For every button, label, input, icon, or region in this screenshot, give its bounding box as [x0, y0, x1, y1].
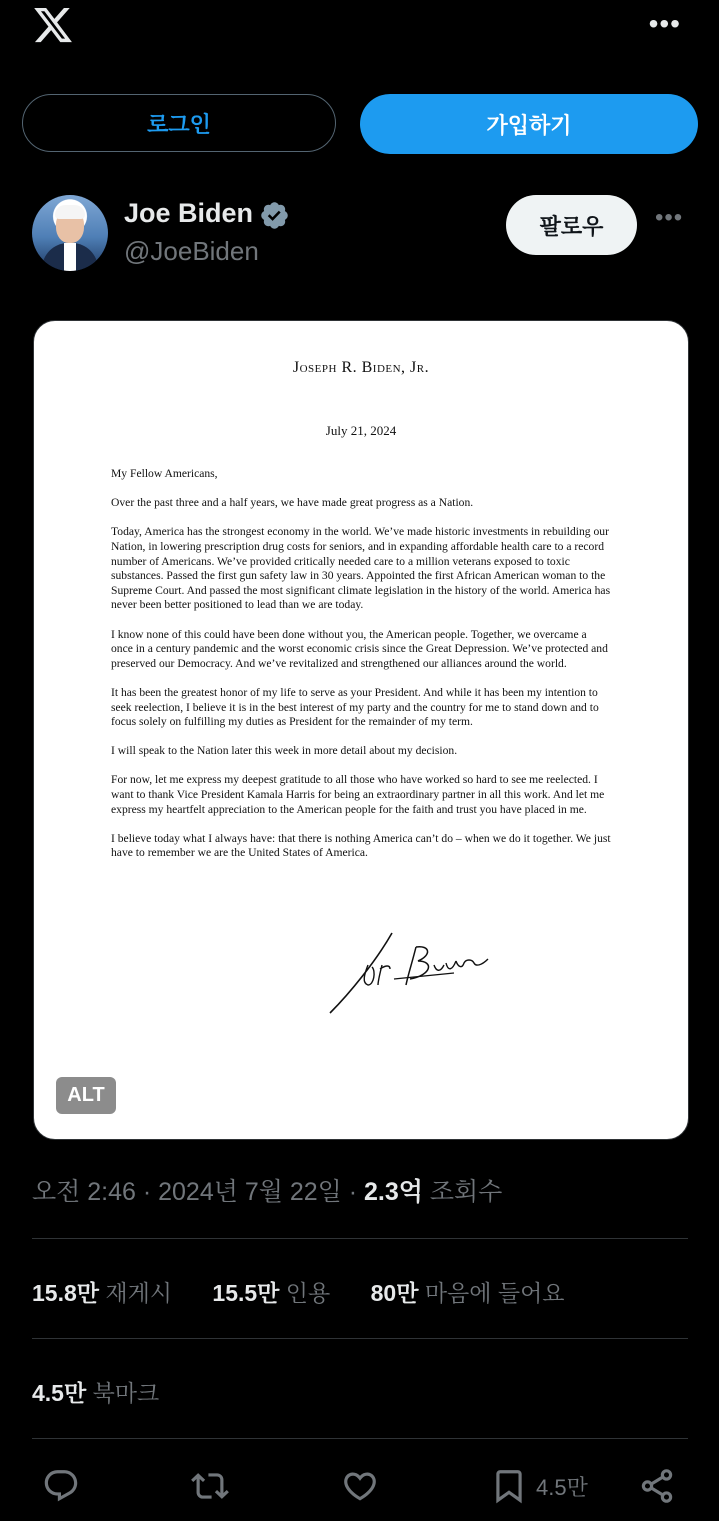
quotes-label: 인용	[285, 1280, 331, 1306]
share-icon	[638, 1467, 676, 1505]
login-button[interactable]: 로그인	[22, 94, 336, 152]
more-horizontal-icon[interactable]: •••	[648, 8, 681, 39]
repost-button[interactable]	[191, 1462, 229, 1510]
likes-stat[interactable]	[371, 1280, 565, 1306]
bookmarks-label: 북마크	[92, 1380, 160, 1406]
meta-separator: ·	[341, 1178, 365, 1206]
views-count: 2.3억	[364, 1178, 423, 1206]
x-logo-icon[interactable]	[30, 4, 76, 46]
likes-label: 마음에 들어요	[424, 1280, 565, 1306]
quotes-count: 15.5만	[212, 1280, 280, 1306]
post-timestamp[interactable]: 오전 2:46 · 2024년 7월 22일	[32, 1178, 342, 1206]
letter-paragraph: I believe today what I always have: that there is nothing America can’t do – when we do it together. We just have to remember we are the United States of America.	[111, 831, 611, 860]
repost-icon	[191, 1467, 229, 1505]
letter-paragraph: Over the past three and a half years, we have made great progress as a Nation.	[111, 496, 474, 510]
letter-paragraph: It has been the greatest honor of my life to serve as your President. And while it has been my intention to seek reelection, I believe it is in the best interest of my party and the country for me to stand down and to focus solely on fulfilling my duties as President for the remainder of my term.	[111, 685, 599, 729]
quotes-stat[interactable]	[212, 1280, 330, 1306]
signup-button[interactable]: 가입하기	[360, 94, 698, 154]
post-more-icon[interactable]: •••	[655, 204, 684, 231]
letterhead: Joseph R. Biden, Jr.	[292, 359, 430, 376]
letter-paragraph: For now, let me express my deepest gratitude to all those who have worked so hard to see me reelected. I want to thank Vice President Kamala Harris for being an extraordinary partner in all this work. And let me express my heartfelt appreciation to the American people for the faith and trust you have placed in me.	[111, 773, 605, 816]
reply-icon	[42, 1467, 80, 1505]
reply-button[interactable]	[42, 1462, 80, 1510]
letter-date: July 21, 2024	[325, 423, 397, 438]
share-button[interactable]	[638, 1462, 676, 1510]
letter-body	[111, 467, 611, 876]
avatar[interactable]	[32, 195, 108, 271]
verified-badge-icon	[259, 200, 290, 231]
divider	[32, 1338, 688, 1339]
views-label: 조회수	[429, 1178, 503, 1206]
bookmark-button[interactable]	[490, 1462, 588, 1510]
letter-document	[34, 321, 688, 1139]
letter-paragraph: My Fellow Americans,	[111, 467, 218, 480]
bookmarks-count: 4.5만	[32, 1380, 87, 1406]
top-bar	[0, 0, 719, 60]
bookmark-count: 4.5만	[536, 1474, 588, 1500]
post-meta	[32, 1172, 502, 1208]
bookmarks-stat	[32, 1380, 159, 1406]
author-name[interactable]: Joe Biden	[124, 198, 254, 228]
follow-button[interactable]: 팔로우	[506, 195, 637, 255]
signature-image	[324, 925, 494, 1017]
author-handle[interactable]: @JoeBiden	[124, 236, 259, 266]
letter-paragraph: I will speak to the Nation later this week in more detail about my decision.	[111, 744, 458, 758]
heart-icon	[341, 1467, 379, 1505]
engagement-stats	[32, 1275, 599, 1308]
letter-paragraph: Today, America has the strongest economy in the world. We’ve made historic investments in rebuilding our Nation, in lowering prescription drug costs for seniors, and in expanding affordable health care to a record number of Americans. We’ve provided critically needed care to a million veterans exposed to toxic substances. Passed the first gun safety law in 30 years. Appointed the first African American woman to the Supreme Court. And passed the most significant climate legislation in the history of the world. America has never been better positioned to lead than we are today.	[111, 525, 611, 612]
like-button[interactable]	[341, 1462, 379, 1510]
reposts-stat[interactable]	[32, 1280, 172, 1306]
post-image[interactable]	[33, 320, 689, 1140]
action-bar	[0, 1462, 719, 1512]
bookmark-icon	[490, 1467, 528, 1505]
divider	[32, 1238, 688, 1239]
likes-count: 80만	[370, 1280, 419, 1306]
divider	[32, 1438, 688, 1439]
reposts-count: 15.8만	[32, 1280, 99, 1306]
bookmark-stats	[32, 1375, 193, 1408]
letter-paragraph: I know none of this could have been done without you, the American people. Together, we overcame a once in a century pandemic and the worst economic crisis since the Great Depression. We’ve protected and preserved our Democracy. And we’ve revitalized and strengthened our alliances around the world.	[111, 627, 608, 670]
reposts-label: 재게시	[105, 1280, 173, 1306]
alt-badge[interactable]: ALT	[56, 1077, 116, 1114]
